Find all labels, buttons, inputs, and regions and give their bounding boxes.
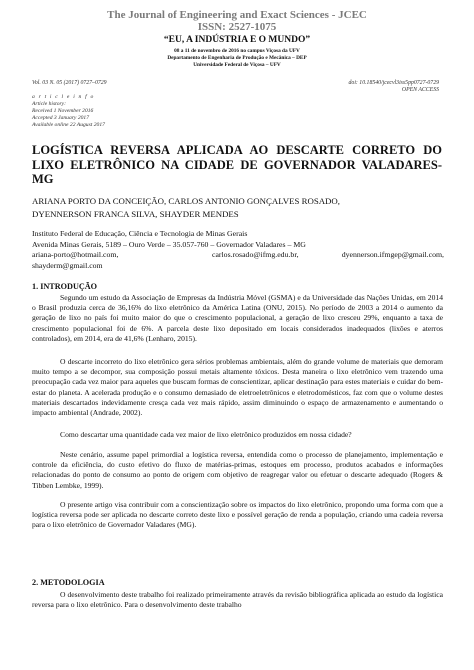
author-list bbox=[32, 195, 444, 220]
section-heading-introducao: 1. INTRODUÇÃO bbox=[32, 282, 98, 291]
department: Departamento de Engenharia de Produção e Mecânica – DEP bbox=[167, 55, 307, 61]
open-access-label: OPEN ACCESS bbox=[401, 87, 439, 93]
paper-title: LOGÍSTICA REVERSA APLICADA AO DESCARTE CORRETO DO LIXO ELETRÔNICO NA CIDADE DE GOVERNADOR VALADARES-MG bbox=[32, 143, 442, 186]
intro-paragraph-2: O descarte incorreto do lixo eletrônico gera sérios problemas ambientais, além do grande volume de materiais que demoram muito tempo a se decompor, sua composição possui metais altamente tóxicos. Desta maneira o lixo eletrônico vem trazendo uma preocupação cada vez maior para aqueles que buscam formas de conscientizar, aplicar destinação para estes materiais e cuidar do bem-estar do planeta. A acelerada produção e o consumo demasiado de eletroeletrônicos e eletrodomésticos, faz com que o volume destes materiais descartados indevidamente cresça cada vez mais rápido, assim diminuindo o espaço de armazenamento e aumentando o impacto ambiental (Andrade, 2002). bbox=[32, 357, 443, 418]
method-paragraph-1: O desenvolvimento deste trabalho foi realizado primeiramente através da revisão bibliográfica aplicada ao estudo da logística reversa para o lixo eletrônico. Para o desenvolvimento deste trabalho bbox=[32, 590, 443, 610]
journal-name: The Journal of Engineering and Exact Sciences - JCEC bbox=[107, 9, 367, 21]
accepted-date: Accepted 3 January 2017 bbox=[32, 115, 90, 121]
author-line-2: DYENNERSON FRANCA SILVA, SHAYDER MENDES bbox=[32, 208, 239, 219]
intro-paragraph-3: Como descartar uma quantidade cada vez maior de lixo eletrônico produzidos em nossa cidade? bbox=[60, 430, 352, 439]
intro-paragraph-4: Neste cenário, assume papel primordial a logística reversa, entendida como o processo de planejamento, implementação e controle da eficiência, do custo efetivo do fluxo de matérias-primas, estoques em processo, produtos acabados e informações relacionadas do ponto de consumo ao ponto de origem com objetivo de reagregar valor ou efetuar o descarte adequado (Rogers & Tibben Lembke, 1999). bbox=[32, 450, 443, 490]
intro-paragraph-5: O presente artigo visa contribuir com a conscientização sobre os impactos do lixo eletrônico, propondo uma forma com que a logística reversa pode ser aplicada no descarte correto deste lixo e possível geração de renda a população, criando uma cadeia reversa para o lixo eletrônico de Governador Valadares (MG). bbox=[32, 500, 443, 530]
article-info-heading: a r t i c l e i n f o bbox=[32, 94, 95, 100]
received-date: Received 1 November 2016 bbox=[32, 108, 94, 114]
online-date: Available online 22 August 2017 bbox=[32, 122, 105, 128]
email-ariana[interactable]: ariana-porto@hotmail.com, bbox=[32, 250, 119, 259]
university: Universidade Federal de Viçosa – UFV bbox=[193, 62, 281, 68]
intro-paragraph-1: Segundo um estudo da Associação de Empresas da Indústria Móvel (GSMA) e da Universidade das Nações Unidas, em 2014 o Brasil produzia cerca de 36,16% do lixo eletrônico da América Latina (ONU, 2015). No período de 2003 a 2014 o aumento da geração de lixo no país foi muito maior do que o crescimento populacional, a geração de lixo cresceu 29%, enquanto a taxa de crescimento populacional foi de 6%. A parcela deste lixo depositado em locais considerados inadequados (lixões e aterros controlados), em 2014, era de 41,6% (Lenharo, 2015). bbox=[32, 293, 443, 343]
article-history-label: Article history: bbox=[32, 101, 67, 107]
address: Avenida Minas Gerais, 5189 – Ouro Verde – 35.057-760 – Governador Valadares – MG bbox=[32, 240, 306, 249]
email-carlos[interactable]: carlos.rosado@ifmg.edu.br, bbox=[212, 250, 299, 259]
event-date: 08 a 11 de novembro de 2016 no campus Viçosa da UFV bbox=[174, 48, 300, 54]
doi: doi: 10.18540/jcecvl3iss5pp0727-0729 bbox=[348, 80, 439, 86]
event-title: “EU, A INDÚSTRIA E O MUNDO” bbox=[163, 35, 311, 45]
volume-info: Vol. 03 N. 05 (2017) 0727–0729 bbox=[32, 80, 107, 86]
email-shayder[interactable]: shayderm@gmail.com bbox=[32, 261, 103, 270]
author-line-1: ARIANA PORTO DA CONCEIÇÃO, CARLOS ANTONIO GONÇALVES ROSADO, bbox=[32, 196, 340, 206]
journal-issn: ISSN: 2527-1075 bbox=[197, 21, 277, 33]
section-heading-metodologia: 2. METODOLOGIA bbox=[32, 578, 105, 587]
email-dyennerson[interactable]: dyennerson.ifmgep@gmail.com, bbox=[341, 250, 444, 259]
institution: Instituto Federal de Educação, Ciência e Tecnologia de Minas Gerais bbox=[32, 229, 248, 238]
